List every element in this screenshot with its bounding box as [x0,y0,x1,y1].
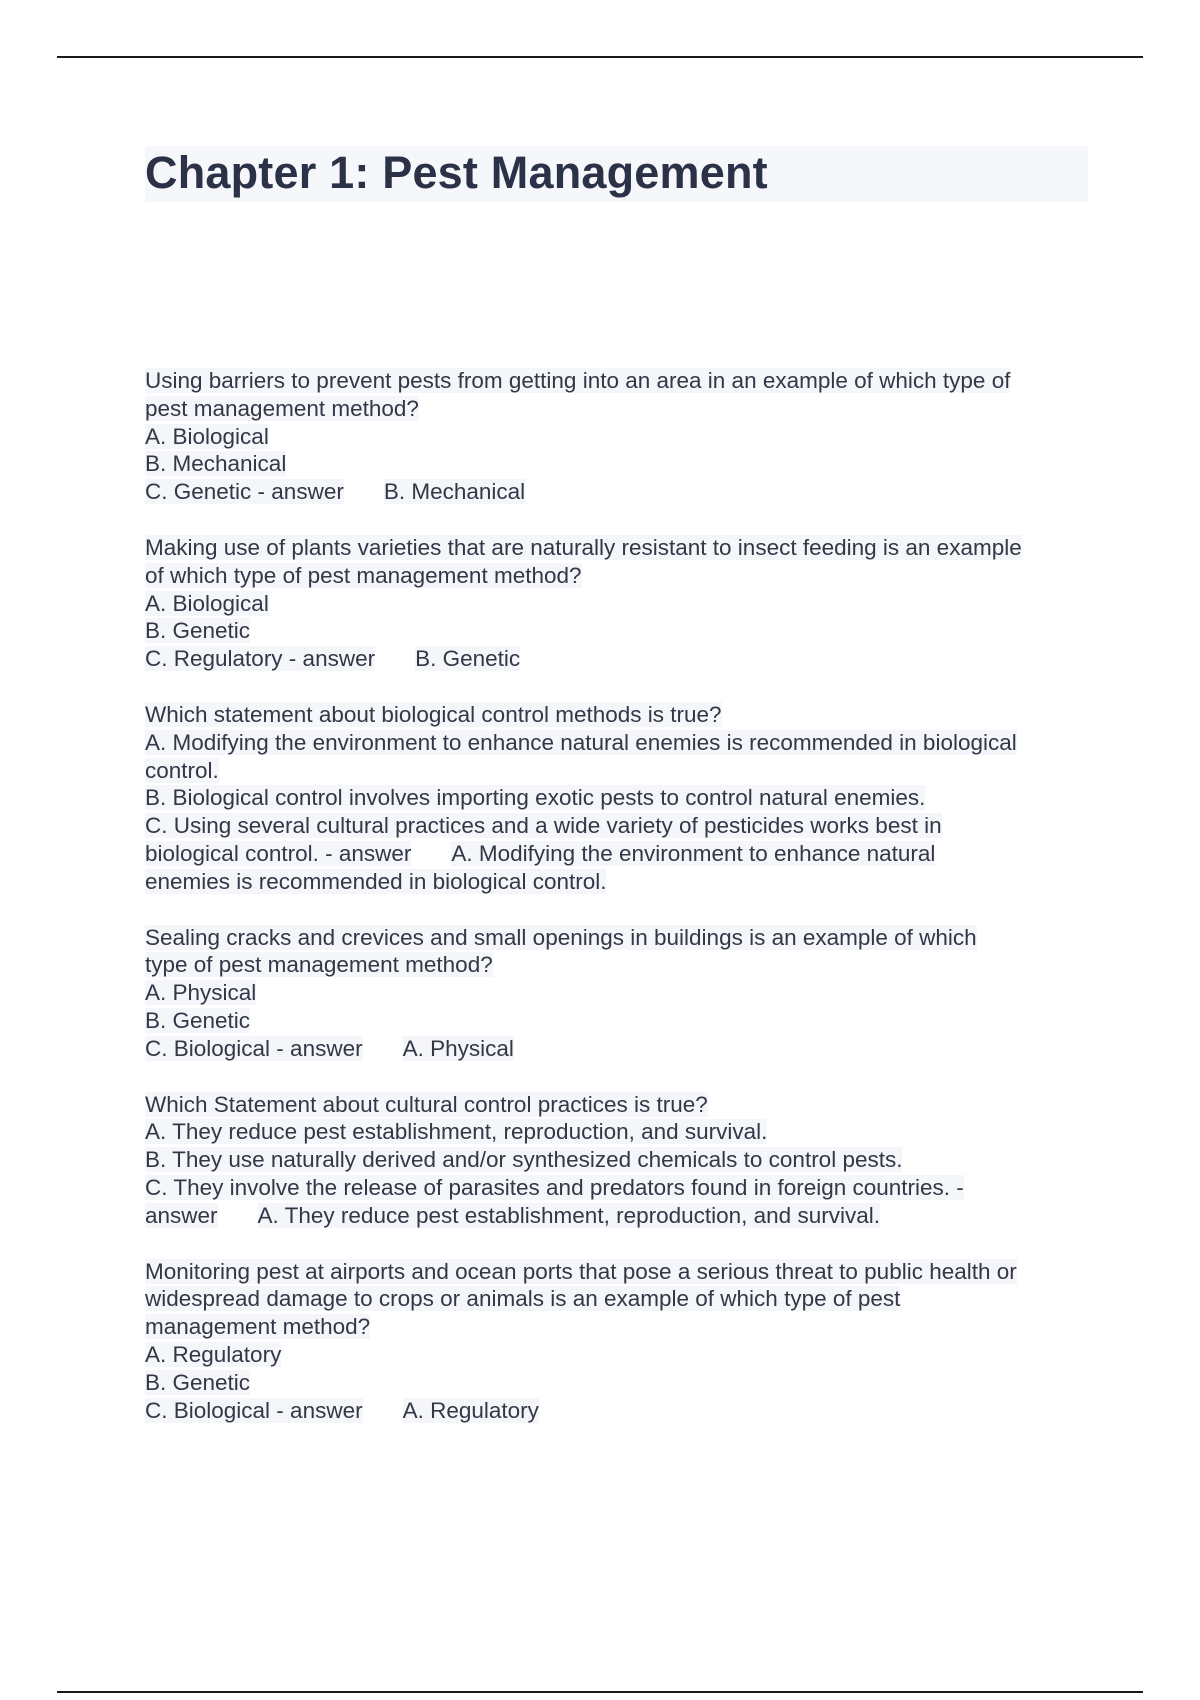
question-line: Making use of plants varieties that are naturally resistant to insect feeding is an example [145,534,1022,560]
answer-text: A. They reduce pest establishment, reproduction, and survival. [257,1202,880,1228]
question-line: Which Statement about cultural control practices is true? [145,1091,708,1117]
answer-line: answer A. They reduce pest establishment, reproduction, and survival. [145,1202,880,1228]
page-title: Chapter 1: Pest Management [145,147,768,198]
question-item [145,924,1090,1063]
answer-line: enemies is recommended in biological control. [145,868,607,894]
question-item [145,534,1090,673]
answer-text: A. Modifying the environment to enhance natural [451,840,936,866]
option-line: A. Biological [145,423,269,449]
question-list [145,367,1090,1452]
option-line: B. Genetic [145,618,251,644]
option-line: A. They reduce pest establishment, reproduction, and survival. [145,1119,768,1145]
answer-line: biological control. - answer A. Modifying the environment to enhance natural [145,840,936,866]
question-line: Using barriers to prevent pests from getting into an area in an example of which type of [145,368,1011,393]
answer-text: A. Regulatory [402,1397,539,1423]
answer-line: C. Genetic - answer B. Mechanical [145,479,526,505]
option-line: B. Biological control involves importing exotic pests to control natural enemies. [145,785,926,811]
answer-text: B. Mechanical [383,479,526,505]
question-item [145,367,1090,506]
answer-line: C. Biological - answer A. Regulatory [145,1397,539,1423]
header-rule [57,56,1143,58]
question-item [145,701,1090,896]
option-line: control. [145,757,219,783]
option-line: A. Modifying the environment to enhance natural enemies is recommended in biological [145,729,1017,755]
option-line: B. They use naturally derived and/or synthesized chemicals to control pests. [145,1147,903,1173]
question-item [145,1258,1090,1425]
question-line: of which type of pest management method? [145,562,582,588]
question-item [145,1091,1090,1230]
option-line: A. Regulatory [145,1341,282,1367]
question-line: widespread damage to crops or animals is an example of which type of pest [145,1286,901,1312]
option-line: A. Physical [145,980,257,1006]
answer-text: B. Genetic [415,646,521,672]
footer-rule [57,1691,1143,1693]
answer-text: A. Physical [402,1035,514,1061]
option-line: C. They involve the release of parasites and predators found in foreign countries. - [145,1174,964,1200]
option-line: B. Genetic [145,1369,251,1395]
question-line: pest management method? [145,395,419,421]
question-line: management method? [145,1314,371,1340]
question-line: Sealing cracks and crevices and small openings in buildings is an example of which [145,924,977,950]
option-line: B. Mechanical [145,451,287,477]
option-line: C. Using several cultural practices and a wide variety of pesticides works best in [145,813,942,839]
option-line: A. Biological [145,590,269,616]
answer-line: C. Regulatory - answer B. Genetic [145,646,521,672]
question-line: Monitoring pest at airports and ocean ports that pose a serious threat to public health or [145,1258,1017,1284]
answer-line: C. Biological - answer A. Physical [145,1035,514,1061]
option-line: B. Genetic [145,1007,251,1033]
question-line: Which statement about biological control methods is true? [145,701,722,727]
question-line: type of pest management method? [145,952,493,978]
